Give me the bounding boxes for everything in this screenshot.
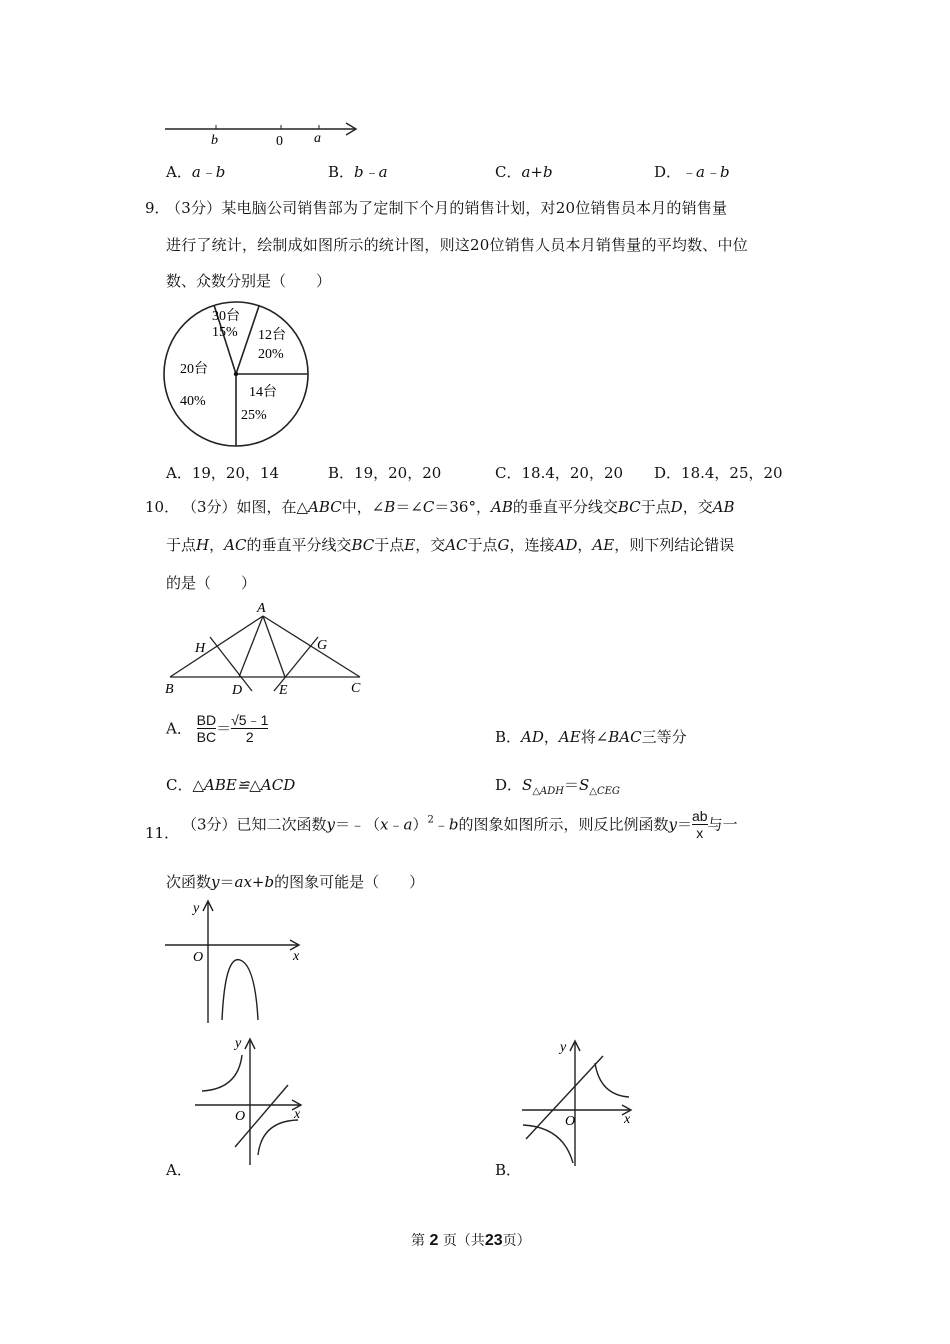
- number-line-figure: [160, 118, 370, 150]
- pie-label-20-units: 20台: [180, 362, 208, 377]
- q10-b-3: AE: [558, 728, 581, 746]
- q10-option-b[interactable]: [495, 726, 687, 747]
- q10-number: 10．: [145, 498, 180, 516]
- q8-option-c-text: a+b: [521, 163, 553, 181]
- label-O: O: [565, 1114, 576, 1129]
- q10-l2-c: ，: [209, 536, 225, 554]
- q10-l1-b: ABC: [308, 498, 342, 516]
- bisector-hd: [210, 637, 252, 691]
- q11-l1-i: b: [448, 815, 459, 834]
- q9-line-3: 数、众数分别是（ ）: [166, 272, 332, 290]
- label-y: y: [560, 1040, 567, 1055]
- q10-option-c[interactable]: [166, 774, 295, 795]
- q10-b-5: BAC: [608, 728, 642, 746]
- q11-option-a[interactable]: A．: [166, 1161, 192, 1179]
- q10-d-eq: ＝: [563, 776, 579, 794]
- q10-option-b-letter: B．: [495, 728, 522, 746]
- q10-l1-l: D: [670, 498, 683, 516]
- q11-l1-k: y: [668, 815, 677, 834]
- label-x: x: [293, 949, 300, 964]
- pie-label-20-pct: 40%: [180, 394, 206, 409]
- fraction-bd-bc: [197, 712, 216, 745]
- label-x: x: [624, 1112, 631, 1127]
- q10-l1-m: ，交: [682, 498, 713, 516]
- q10-c-text: △ABE≌△ACD: [192, 776, 296, 794]
- q11-number: 11．: [145, 824, 180, 842]
- q8-option-b-text: b﹣a: [354, 163, 388, 181]
- q11-line-2: [166, 871, 424, 892]
- pie-label-12-units: 12台: [258, 328, 286, 343]
- q11-l1-d: x: [380, 815, 389, 834]
- q10-l2-n: AD: [554, 536, 578, 554]
- q10-l2-i: ，交: [415, 536, 446, 554]
- pie-label-30-units: 30台: [212, 309, 240, 324]
- q10-option-a-letter: A．: [166, 719, 192, 738]
- q10-b-2: ，: [543, 728, 559, 746]
- q10-l1-i: 的垂直平分线交: [512, 498, 618, 516]
- q10-l2-h: E: [404, 536, 416, 554]
- q11-line-1: [182, 808, 738, 841]
- segment-ae: [263, 616, 285, 677]
- frac-num-ab: ab: [692, 808, 708, 824]
- triangle-figure: [160, 598, 375, 698]
- pie-center: [234, 372, 238, 376]
- q8-option-b-letter: B．: [328, 163, 355, 181]
- q9-option-a[interactable]: A．19，20，14: [166, 464, 280, 482]
- option-b-graph: [518, 1035, 643, 1170]
- label-H: H: [195, 641, 206, 656]
- q10-l2-a: 于点: [166, 536, 197, 554]
- pie-chart: [163, 301, 313, 449]
- label-a: a: [314, 131, 321, 146]
- q10-l2-k: 于点: [467, 536, 498, 554]
- label-B: B: [165, 682, 174, 697]
- q9-line-2: 进行了统计，绘制成如图所示的统计图，则这20位销售人员本月销售量的平均数、中位: [166, 236, 748, 254]
- label-y: y: [193, 901, 200, 916]
- pie-label-14-units: 14台: [249, 385, 277, 400]
- label-0: 0: [276, 134, 283, 149]
- q11-l1-sup: 2: [427, 814, 434, 826]
- q10-option-d[interactable]: [495, 774, 620, 797]
- q10-l1-j: BC: [617, 498, 641, 516]
- q10-l2-d: AC: [224, 536, 247, 554]
- q10-l2-l: G: [497, 536, 510, 554]
- q10-d-s1: S: [522, 776, 533, 794]
- q10-line-3: 的是（ ）: [166, 574, 257, 592]
- q10-l1-k: 于点: [640, 498, 671, 516]
- q10-l1-h: AB: [490, 498, 513, 516]
- label-D: D: [232, 683, 243, 698]
- q8-option-b[interactable]: [328, 161, 388, 182]
- footer-pre: 第: [411, 1233, 425, 1249]
- label-G: G: [317, 638, 328, 653]
- label-C: C: [351, 681, 361, 696]
- q11-l1-c: ＝﹣（: [335, 815, 381, 834]
- q11-l1-f: a: [403, 815, 413, 834]
- footer-post: 页）: [502, 1233, 531, 1249]
- q10-l2-e: 的垂直平分线交: [246, 536, 352, 554]
- q10-l1-e: ＝∠: [395, 498, 423, 516]
- q10-l2-q: ，则下列结论错误: [614, 536, 735, 554]
- q11-l1-a: （3分）已知二次函数: [182, 815, 327, 834]
- q8-option-d-text: ﹣a﹣b: [681, 163, 730, 181]
- q8-option-d[interactable]: [654, 161, 730, 182]
- q10-option-d-letter: D．: [495, 776, 523, 794]
- q11-option-b[interactable]: B．: [495, 1161, 522, 1179]
- hyperbola-lower-right: [258, 1120, 298, 1155]
- option-a-graph: [190, 1033, 315, 1168]
- q11-l2-c: ＝: [219, 873, 235, 891]
- q10-l2-b: H: [196, 536, 210, 554]
- fraction-ab-x: [692, 808, 708, 841]
- q10-l1-g: ＝36°，: [434, 498, 491, 516]
- q8-option-a-text: a﹣b: [191, 163, 226, 181]
- parabola-graph: [160, 895, 310, 1027]
- q10-option-c-letter: C．: [166, 776, 193, 794]
- label-b: b: [211, 133, 218, 148]
- q11-l1-g: ）: [412, 815, 428, 834]
- q10-l2-g: 于点: [374, 536, 405, 554]
- q10-l1-d: B: [384, 498, 396, 516]
- q11-l1-m: 与一: [707, 815, 738, 834]
- q8-option-d-letter: D．: [654, 163, 682, 181]
- q10-l1-a: （3分）如图，在△: [182, 498, 309, 516]
- segment-ad: [239, 616, 263, 677]
- q10-b-4: 将∠: [580, 728, 609, 746]
- q9-number: 9．: [145, 199, 170, 217]
- q10-option-a-eq: ＝: [216, 719, 232, 738]
- label-O: O: [235, 1109, 246, 1124]
- label-x: x: [294, 1107, 301, 1122]
- label-O: O: [193, 950, 204, 965]
- q9-line-1: （3分）某电脑公司销售部为了定制下个月的销售计划，对20位销售员本月的销售量: [166, 199, 728, 217]
- q10-line-1: [182, 496, 735, 517]
- q11-l1-l: ＝: [677, 815, 693, 834]
- q11-l2-b: y: [211, 873, 220, 891]
- frac-num-bd: BD: [196, 712, 217, 728]
- q10-d-s2: S: [578, 776, 590, 794]
- q11-l1-e: ﹣: [388, 815, 404, 834]
- q10-l2-p: AE: [592, 536, 615, 554]
- parabola-curve: [222, 960, 258, 1020]
- q10-l2-j: AC: [445, 536, 468, 554]
- q10-d-sub1: △ADH: [532, 786, 564, 797]
- q10-l1-c: 中，∠: [341, 498, 385, 516]
- footer-total-pages: 23: [484, 1232, 503, 1249]
- q10-l1-n: AB: [712, 498, 735, 516]
- q11-l2-d: ax+b: [234, 873, 275, 891]
- pie-label-30-pct: 15%: [212, 325, 238, 340]
- label-y: y: [235, 1036, 242, 1051]
- q10-b-6: 三等分: [641, 728, 687, 746]
- hyperbola-lower-left: [523, 1125, 573, 1163]
- q10-d-sub2: △CEG: [589, 786, 620, 797]
- q11-l2-a: 次函数: [166, 873, 212, 891]
- q10-b-1: AD: [521, 728, 544, 746]
- q11-l2-e: 的图象可能是（ ）: [274, 873, 425, 891]
- q10-line-2: [166, 534, 734, 555]
- q11-l1-h: ﹣: [433, 815, 449, 834]
- pie-label-14-pct: 25%: [241, 408, 267, 423]
- side-ac: [263, 616, 360, 677]
- q9-option-c[interactable]: C．18.4，20，20: [495, 464, 624, 482]
- footer-page-number: 2: [429, 1232, 439, 1249]
- hyperbola-upper-right: [595, 1063, 629, 1097]
- fraction-root5: [231, 712, 268, 745]
- q9-option-d[interactable]: D．18.4，25，20: [654, 464, 783, 482]
- label-E: E: [279, 683, 288, 698]
- frac-den-bc: BC: [196, 729, 217, 745]
- q10-l2-f: BC: [351, 536, 375, 554]
- label-A: A: [257, 601, 266, 616]
- frac-num-root5: √5﹣1: [231, 712, 269, 728]
- pie-label-12-pct: 20%: [258, 347, 284, 362]
- frac-den-x: x: [696, 825, 704, 841]
- q8-option-a-letter: A．: [166, 163, 192, 181]
- page-footer: [411, 1230, 531, 1250]
- hyperbola-upper-left: [202, 1055, 242, 1091]
- q8-option-c[interactable]: [495, 161, 553, 182]
- q11-l1-b: y: [326, 815, 336, 834]
- footer-mid: 页（共: [442, 1233, 485, 1249]
- q9-option-b[interactable]: B．19，20，20: [328, 464, 442, 482]
- q10-l1-f: C: [422, 498, 435, 516]
- q8-option-c-letter: C．: [495, 163, 522, 181]
- q10-l2-m: ，连接: [509, 536, 555, 554]
- side-ab: [170, 616, 263, 677]
- q8-option-a[interactable]: [166, 161, 225, 182]
- frac-den-2: 2: [245, 729, 254, 745]
- q10-l2-o: ，: [577, 536, 593, 554]
- q11-l1-j: 的图象如图所示，则反比例函数: [458, 815, 669, 834]
- q10-option-a[interactable]: [166, 712, 268, 745]
